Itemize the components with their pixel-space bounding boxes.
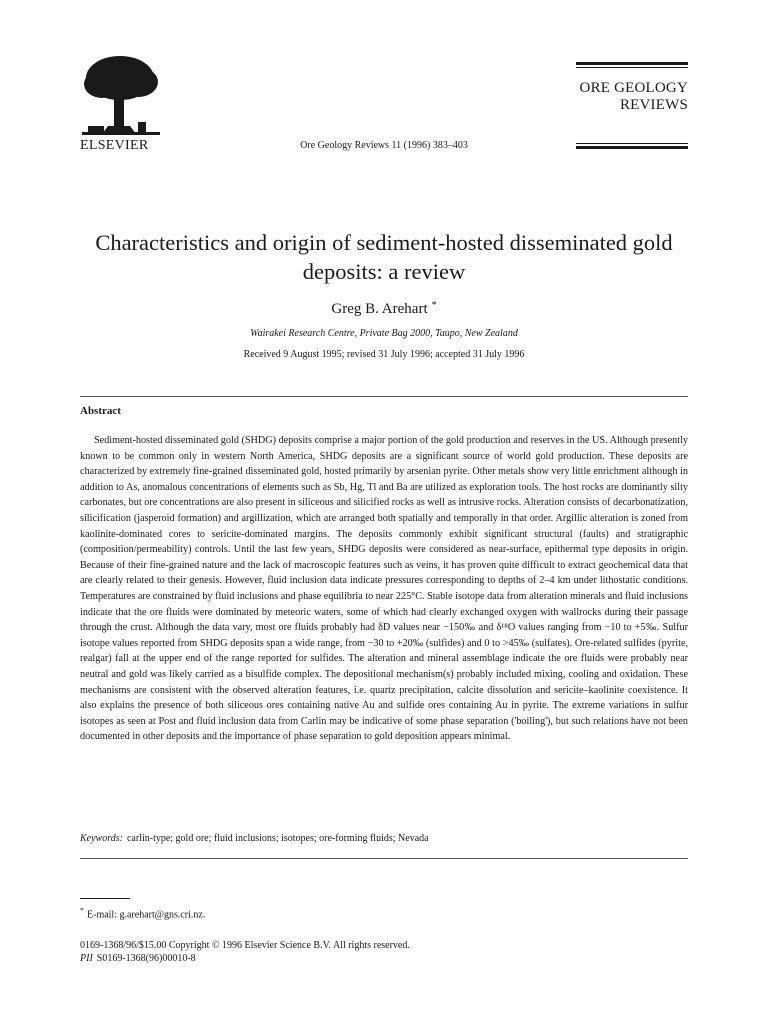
pii-value: S0169-1368(96)00010-8 — [96, 953, 196, 964]
journal-citation: Ore Geology Reviews 11 (1996) 383–403 — [300, 140, 468, 151]
received-dates: Received 9 August 1995; revised 31 July 1996; accepted 31 July 1996 — [243, 349, 525, 360]
footnote-mark: * — [80, 906, 84, 915]
keywords-label: Keywords: — [80, 833, 123, 844]
author-name: Greg B. Arehart — [331, 301, 428, 317]
footnote-rule — [80, 898, 130, 899]
author-footnote-mark: * — [431, 300, 437, 311]
copyright-line: 0169-1368/96/$15.00 Copyright © 1996 Elsevier Science B.V. All rights reserved. — [80, 940, 410, 951]
journal-name-line: ORE GEOLOGY — [579, 80, 688, 96]
pii-line — [80, 952, 410, 965]
journal-bottom-rules — [576, 143, 688, 151]
elsevier-logo — [80, 52, 162, 136]
copyright-block — [80, 939, 410, 965]
abstract-body: Sediment-hosted disseminated gold (SHDG) deposits comprise a major portion of the gold production and reserves in the US. Although presently known to be common only in western North America, SHDG deposits are a significant source of world gold production. These deposits are characterized by extremely fine-grained disseminated gold, hosted primarily by arsenian pyrite. Other metals show very little enrichment although in addition to As, anomalous concentrations of elements such as Sb, Hg, Tl and Ba are utilized as exploration tools. The host rocks are dominantly silty carbonates, but ore concentrations are also present in siliceous and silicified rocks as well as intrusive rocks. Alteration consists of decarbonatization, silicification (jasperoid formation) and argillization, which are arranged both spatially and temporally in that order. Argillic alteration is zoned from kaolinite-dominated cores to sericite-dominated margins. The deposits commonly exhibit significant structural (faults) and stratigraphic (composition/permeability) controls. Until the last few years, SHDG deposits were considered as near-surface, epithermal type deposits in origin. Because of their fine-grained nature and the lack of macroscopic features such as veins, it has proven quite difficult to extract geochemical data that are clearly related to their genesis. However, fluid inclusion data indicate pressures corresponding to depths of 2–4 km under lithostatic conditions. Temperatures are constrained by fluid inclusions and phase equilibria to near 225°C. Stable isotope data from alteration minerals and fluid inclusions indicate that the ore fluids were dominated by meteoric waters, some of which had clearly exchanged oxygen with wallrocks during their passage through the crust. Although the data vary, most ore fluids probably had δD values near −150‰ and δ¹⁸O values ranging from −10 to +5‰. Sulfur isotope values reported from SHDG deposits span a wide range, from −30 to +20‰ (sulfides) and 0 to >45‰ (sulfates). Ore-related sulfides (pyrite, realgar) fall at the upper end of the range reported for sulfides. The alteration and mineral assemblage indicate the ore fluids were probably near neutral and gold was likely carried as a bisulfide complex. The depositional mechanism(s) probably included mixing, cooling and oxidation. These mechanisms are consistent with the observed alteration features, i.e. quartz precipitation, calcite dissolution and sericite–kaolinite coexistence. It also explains the presence of both siliceous ores containing native Au and sulfide ores containing Au in pyrite. The extreme variations in sulfur isotopes as seen at Post and fluid inclusion data from Carlin may be indicative of some phase separation ('boiling'), but such relations have not been documented in other deposits and the importance of phase separation to gold deposition appears minimal. — [80, 435, 688, 743]
journal-name-line: REVIEWS — [619, 97, 688, 113]
journal-name — [576, 80, 688, 114]
pii-label: PII — [80, 953, 93, 964]
footnote — [80, 906, 205, 920]
keywords — [80, 833, 688, 844]
divider — [80, 396, 688, 397]
header-rule — [576, 62, 688, 65]
affiliation: Wairakei Research Centre, Private Bag 2000, Taupo, New Zealand — [250, 328, 518, 339]
divider — [80, 858, 688, 859]
header-rule — [576, 67, 688, 68]
journal-title-block — [576, 62, 688, 114]
header-rule — [576, 146, 688, 149]
article-title: Characteristics and origin of sediment-hosted disseminated gold deposits: a review — [95, 230, 673, 284]
author-line — [0, 300, 768, 318]
header-rule — [576, 143, 688, 144]
publisher-name: ELSEVIER — [80, 138, 149, 153]
keywords-text: carlin-type; gold ore; fluid inclusions; isotopes; ore-forming fluids; Nevada — [126, 833, 429, 844]
abstract-heading: Abstract — [80, 405, 121, 417]
footnote-email: E-mail: g.arehart@gns.cri.nz. — [87, 909, 206, 921]
